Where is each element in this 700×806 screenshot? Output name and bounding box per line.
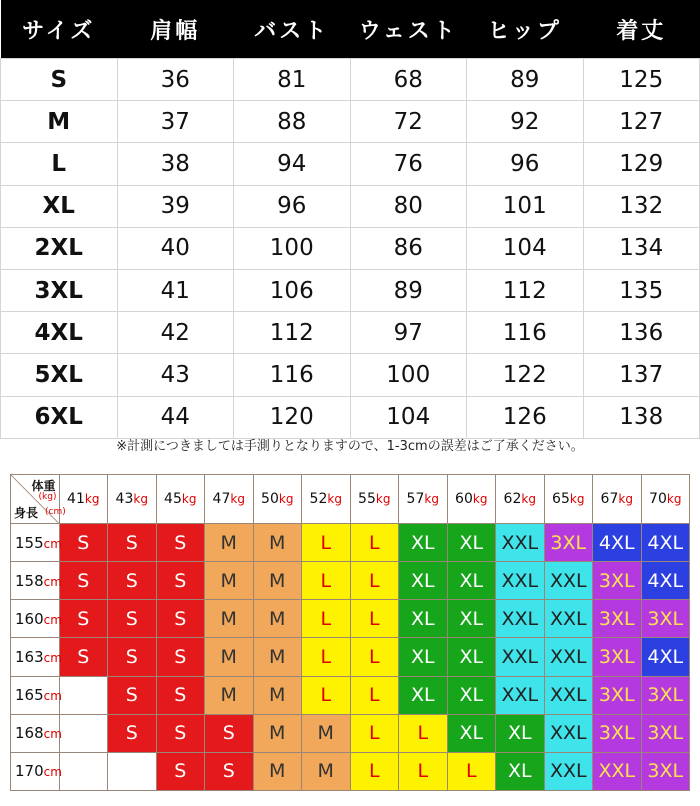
measurement-cell: 81	[234, 59, 351, 101]
weight-axis-unit: (kg)	[38, 492, 57, 502]
measurement-cell: 42	[117, 312, 234, 354]
weight-value: 45	[164, 491, 182, 507]
size-table-row	[1, 354, 700, 396]
weight-value: 65	[552, 491, 570, 507]
measurement-cell: 36	[117, 59, 234, 101]
size-recommendation-cell: S	[156, 752, 205, 790]
weight-header-cell	[447, 475, 496, 524]
height-value: 170	[15, 762, 44, 781]
size-recommendation-cell: L	[302, 524, 351, 562]
size-recommendation-cell: XL	[447, 714, 496, 752]
size-recommendation-cell: L	[350, 676, 399, 714]
size-label-cell: 3XL	[1, 269, 118, 311]
weight-unit: kg	[618, 492, 633, 506]
size-recommendation-cell: XXL	[544, 638, 593, 676]
size-recommendation-cell: XL	[447, 562, 496, 600]
weight-unit: kg	[424, 492, 439, 506]
size-recommendation-cell: S	[108, 600, 157, 638]
size-recommendation-cell: S	[108, 562, 157, 600]
size-label-cell: 6XL	[1, 396, 118, 438]
measurement-cell: 92	[467, 101, 584, 143]
measurement-cell: 125	[583, 59, 700, 101]
size-recommendation-cell: L	[350, 600, 399, 638]
size-recommendation-cell: XL	[496, 714, 545, 752]
size-recommendation-cell: XXL	[496, 562, 545, 600]
weight-axis-label: 体重	[31, 479, 56, 493]
measurement-cell: 88	[234, 101, 351, 143]
measurement-cell: 40	[117, 227, 234, 269]
size-recommendation-cell: M	[253, 600, 302, 638]
size-table-row	[1, 101, 700, 143]
measurement-cell: 96	[234, 185, 351, 227]
weight-unit: kg	[521, 492, 536, 506]
size-recommendation-cell: S	[156, 638, 205, 676]
size-recommendation-cell: 3XL	[593, 562, 642, 600]
measurement-cell: 127	[583, 101, 700, 143]
size-recommendation-cell: S	[59, 562, 108, 600]
measurement-cell: 104	[467, 227, 584, 269]
size-label-cell: 2XL	[1, 227, 118, 269]
size-recommendation-cell: S	[108, 714, 157, 752]
size-recommendation-cell: S	[156, 676, 205, 714]
size-table-header-cell: バスト	[234, 0, 351, 59]
size-recommendation-cell: XXL	[544, 562, 593, 600]
size-recommendation-cell: XXL	[496, 638, 545, 676]
weight-unit: kg	[278, 492, 294, 506]
weight-unit: kg	[181, 492, 197, 506]
height-unit: cm	[43, 574, 62, 589]
size-recommendation-cell: L	[350, 562, 399, 600]
weight-header-cell	[593, 475, 642, 524]
weight-value: 47	[212, 491, 231, 507]
size-table-header-cell: ウェスト	[350, 0, 467, 59]
size-table-row	[1, 143, 700, 185]
measurement-cell: 94	[234, 143, 351, 185]
weight-value: 52	[309, 491, 328, 507]
measurement-cell: 100	[350, 354, 467, 396]
weight-unit: kg	[327, 492, 342, 506]
size-recommendation-cell: L	[350, 524, 399, 562]
height-header-cell	[11, 714, 60, 752]
height-row	[11, 600, 690, 638]
height-value: 158	[15, 571, 44, 590]
size-recommendation-cell: XXL	[544, 714, 593, 752]
size-recommendation-cell: XL	[399, 524, 448, 562]
size-recommendation-cell: 3XL	[593, 600, 642, 638]
weight-header-cell	[108, 475, 157, 524]
height-value: 163	[15, 647, 44, 666]
size-recommendation-cell: XL	[447, 524, 496, 562]
size-recommendation-cell: S	[205, 752, 254, 790]
height-row	[11, 676, 690, 714]
size-label-cell: M	[1, 101, 118, 143]
size-recommendation-cell: XXL	[544, 676, 593, 714]
size-recommendation-cell: S	[59, 524, 108, 562]
weight-header-cell	[544, 475, 593, 524]
size-recommendation-cell: M	[302, 714, 351, 752]
height-value: 160	[15, 609, 44, 628]
size-recommendation-cell: 4XL	[593, 524, 642, 562]
size-table-row	[1, 227, 700, 269]
measurement-cell: 132	[583, 185, 700, 227]
size-table-row	[1, 396, 700, 438]
size-label-cell: S	[1, 59, 118, 101]
measurement-cell: 89	[350, 269, 467, 311]
size-recommendation-cell: XXL	[496, 600, 545, 638]
size-recommendation-cell: XXL	[496, 524, 545, 562]
height-header-cell	[11, 638, 60, 676]
size-guide-body	[11, 524, 690, 791]
measurement-cell: 116	[234, 354, 351, 396]
size-table-body	[1, 59, 700, 439]
size-recommendation-cell: 3XL	[641, 752, 690, 790]
height-header-cell	[11, 600, 60, 638]
size-table-row	[1, 185, 700, 227]
size-guide-grid	[10, 474, 690, 791]
height-row	[11, 752, 690, 790]
size-recommendation-cell	[59, 752, 108, 790]
height-header-cell	[11, 676, 60, 714]
size-label-cell: 4XL	[1, 312, 118, 354]
size-recommendation-cell: XL	[496, 752, 545, 790]
size-recommendation-cell: XXL	[496, 676, 545, 714]
size-recommendation-cell: XL	[399, 562, 448, 600]
height-value: 168	[15, 724, 44, 743]
size-recommendation-cell	[59, 714, 108, 752]
size-table-header-cell: 肩幅	[117, 0, 234, 59]
height-row	[11, 524, 690, 562]
size-recommendation-cell: XL	[399, 676, 448, 714]
size-recommendation-cell: S	[156, 562, 205, 600]
size-label-cell: 5XL	[1, 354, 118, 396]
size-recommendation-cell: L	[302, 562, 351, 600]
size-table-row	[1, 269, 700, 311]
size-recommendation-cell: S	[205, 714, 254, 752]
measurement-cell: 101	[467, 185, 584, 227]
size-table-header-row	[1, 0, 700, 59]
size-recommendation-cell: XL	[399, 600, 448, 638]
height-header-cell	[11, 524, 60, 562]
weight-value: 50	[261, 491, 279, 507]
size-recommendation-cell: M	[205, 676, 254, 714]
measurement-cell: 136	[583, 312, 700, 354]
weight-header-cell	[253, 475, 302, 524]
weight-unit: kg	[133, 492, 148, 506]
weight-header-cell	[156, 475, 205, 524]
measurement-cell: 96	[467, 143, 584, 185]
size-recommendation-cell: L	[399, 752, 448, 790]
size-table-row	[1, 59, 700, 101]
measurement-cell: 135	[583, 269, 700, 311]
size-table-row	[1, 312, 700, 354]
size-recommendation-cell: 3XL	[593, 714, 642, 752]
height-row	[11, 714, 690, 752]
size-recommendation-cell	[59, 676, 108, 714]
size-recommendation-cell: L	[350, 752, 399, 790]
weight-value: 41	[67, 491, 85, 507]
size-recommendation-cell: M	[205, 562, 254, 600]
size-table-header-cell: 着丈	[583, 0, 700, 59]
size-recommendation-cell: L	[302, 638, 351, 676]
height-unit: cm	[43, 689, 62, 704]
size-recommendation-cell: XXL	[544, 752, 593, 790]
measurement-cell: 37	[117, 101, 234, 143]
measurement-cell: 120	[234, 396, 351, 438]
size-recommendation-cell: 3XL	[641, 600, 690, 638]
measurement-cell: 112	[234, 312, 351, 354]
measurement-note: ※計測につきましては手測りとなりますので、1-3cmの誤差はご了承ください。	[116, 439, 584, 454]
weight-header-row	[11, 475, 690, 524]
weight-value: 60	[455, 491, 473, 507]
size-recommendation-cell: 3XL	[544, 524, 593, 562]
size-recommendation-cell: M	[253, 714, 302, 752]
size-table-header-cell: ヒップ	[467, 0, 584, 59]
weight-unit: kg	[230, 492, 245, 506]
measurement-cell: 134	[583, 227, 700, 269]
size-recommendation-cell: S	[156, 524, 205, 562]
height-axis-unit: (cm)	[45, 507, 66, 517]
height-unit: cm	[43, 612, 62, 627]
size-recommendation-cell: 4XL	[641, 562, 690, 600]
size-recommendation-cell: S	[108, 676, 157, 714]
measurement-cell: 38	[117, 143, 234, 185]
weight-header-cell	[205, 475, 254, 524]
size-recommendation-cell: 3XL	[641, 714, 690, 752]
weight-unit: kg	[375, 492, 391, 506]
weight-header-cell	[59, 475, 108, 524]
height-row	[11, 638, 690, 676]
size-recommendation-cell: XXL	[544, 600, 593, 638]
measurement-cell: 97	[350, 312, 467, 354]
size-label-cell: XL	[1, 185, 118, 227]
size-recommendation-cell: S	[156, 600, 205, 638]
measurement-cell: 44	[117, 396, 234, 438]
measurement-cell: 112	[467, 269, 584, 311]
size-recommendation-cell: M	[205, 638, 254, 676]
size-recommendation-cell: M	[302, 752, 351, 790]
size-recommendation-cell: M	[253, 752, 302, 790]
size-recommendation-cell: S	[108, 524, 157, 562]
size-recommendation-cell: M	[253, 638, 302, 676]
measurement-cell: 100	[234, 227, 351, 269]
measurement-cell: 43	[117, 354, 234, 396]
size-recommendation-cell: L	[350, 714, 399, 752]
measurement-cell: 116	[467, 312, 584, 354]
size-recommendation-cell: XL	[447, 676, 496, 714]
size-recommendation-cell: M	[205, 600, 254, 638]
weight-unit: kg	[84, 492, 100, 506]
size-recommendation-cell: M	[253, 676, 302, 714]
size-recommendation-cell	[108, 752, 157, 790]
measurement-cell: 137	[583, 354, 700, 396]
weight-value: 62	[503, 491, 522, 507]
size-recommendation-cell: L	[302, 676, 351, 714]
measurement-cell: 126	[467, 396, 584, 438]
weight-unit: kg	[472, 492, 488, 506]
weight-value: 57	[406, 491, 425, 507]
weight-header-cell	[641, 475, 690, 524]
size-recommendation-cell: S	[59, 638, 108, 676]
size-recommendation-cell: M	[253, 562, 302, 600]
size-recommendation-cell: L	[447, 752, 496, 790]
weight-unit: kg	[569, 492, 585, 506]
measurement-cell: 41	[117, 269, 234, 311]
weight-header-cell	[350, 475, 399, 524]
size-recommendation-cell: S	[59, 600, 108, 638]
size-recommendation-cell: 4XL	[641, 638, 690, 676]
measurement-cell: 104	[350, 396, 467, 438]
weight-value: 67	[600, 491, 619, 507]
measurement-cell: 122	[467, 354, 584, 396]
height-value: 165	[15, 686, 44, 705]
measurement-cell: 72	[350, 101, 467, 143]
size-recommendation-cell: 3XL	[593, 638, 642, 676]
size-recommendation-cell: M	[205, 524, 254, 562]
size-recommendation-cell: S	[108, 638, 157, 676]
weight-header-cell	[399, 475, 448, 524]
measurement-cell: 86	[350, 227, 467, 269]
weight-header-cell	[302, 475, 351, 524]
height-unit: cm	[43, 765, 62, 780]
measurement-cell: 80	[350, 185, 467, 227]
size-recommendation-cell: L	[302, 600, 351, 638]
size-label-cell: L	[1, 143, 118, 185]
height-unit: cm	[43, 536, 62, 551]
weight-value: 55	[358, 491, 376, 507]
size-recommendation-cell: S	[156, 714, 205, 752]
size-recommendation-cell: 3XL	[593, 676, 642, 714]
measurement-cell: 129	[583, 143, 700, 185]
weight-value: 43	[115, 491, 134, 507]
weight-value: 70	[649, 491, 667, 507]
size-recommendation-cell: XL	[399, 638, 448, 676]
measurement-cell: 76	[350, 143, 467, 185]
measurement-cell: 68	[350, 59, 467, 101]
size-recommendation-cell: M	[253, 524, 302, 562]
size-recommendation-cell: XL	[447, 600, 496, 638]
size-recommendation-cell: XXL	[593, 752, 642, 790]
weight-header-cell	[496, 475, 545, 524]
size-recommendation-cell: L	[399, 714, 448, 752]
height-row	[11, 562, 690, 600]
measurement-cell: 138	[583, 396, 700, 438]
corner-cell	[11, 475, 66, 524]
measurement-cell: 106	[234, 269, 351, 311]
size-recommendation-cell: 4XL	[641, 524, 690, 562]
size-recommendation-cell: 3XL	[641, 676, 690, 714]
height-unit: cm	[43, 727, 62, 742]
size-table-header-cell: サイズ	[1, 0, 118, 59]
weight-unit: kg	[666, 492, 682, 506]
height-axis-label: 身長	[14, 506, 39, 520]
size-recommendation-cell: XL	[447, 638, 496, 676]
measurement-cell: 89	[467, 59, 584, 101]
height-header-cell	[11, 562, 60, 600]
size-recommendation-cell: L	[350, 638, 399, 676]
height-unit: cm	[43, 650, 62, 665]
measurement-cell: 39	[117, 185, 234, 227]
height-header-cell	[11, 752, 60, 790]
height-value: 155	[15, 533, 44, 552]
